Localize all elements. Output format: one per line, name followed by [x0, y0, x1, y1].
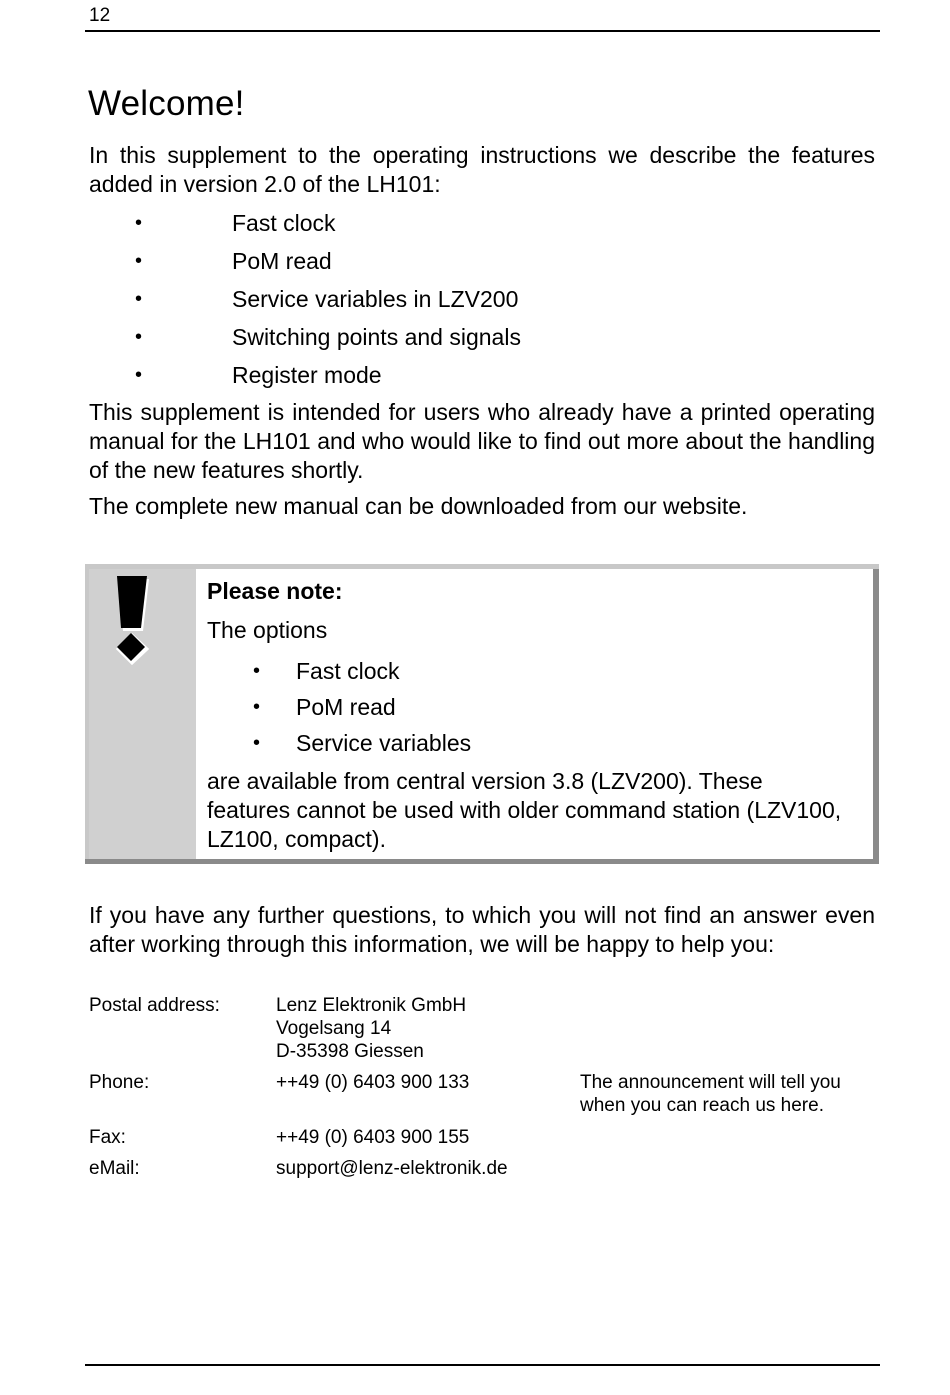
postal-line: Vogelsang 14: [276, 1018, 392, 1039]
phone-label: Phone:: [89, 1072, 150, 1093]
note-heading: Please note:: [207, 578, 343, 604]
bullet-icon: •: [253, 732, 261, 754]
header-rule: [85, 30, 880, 32]
postal-line: D-35398 Giessen: [276, 1041, 424, 1062]
note-body: are available from central version 3.8 (LZV200). These features cannot be used with older command station (LZV100, LZ100, compact).: [207, 768, 842, 852]
download-paragraph: The complete new manual can be downloaded from our website.: [89, 493, 748, 519]
intro-paragraph: In this supplement to the operating instructions we describe the features added in version 2.0 of the LH101:: [89, 142, 875, 197]
bullet-icon: •: [253, 696, 261, 718]
phone-note: The announcement will tell you when you can reach us here.: [580, 1072, 841, 1116]
bullet-icon: •: [135, 250, 143, 272]
bullet-icon: •: [135, 212, 143, 234]
note-intro: The options: [207, 617, 328, 643]
footer-rule: [85, 1364, 880, 1366]
supplement-paragraph: This supplement is intended for users who already have a printed operating manual for the LH101 and who would like to find out more about the handling of the new features shortly.: [89, 399, 875, 483]
page-number: 12: [89, 5, 111, 26]
bullet-icon: •: [135, 364, 143, 386]
email-label: eMail:: [89, 1158, 140, 1179]
note-shadow-right: [873, 569, 879, 864]
exclamation-icon: [115, 575, 155, 667]
phone-value: ++49 (0) 6403 900 133: [276, 1072, 470, 1093]
fax-value: ++49 (0) 6403 900 155: [276, 1127, 470, 1148]
bullet-icon: •: [253, 660, 261, 682]
questions-paragraph: If you have any further questions, to which you will not find an answer even after working through this information, we will be happy to help you:: [89, 902, 875, 957]
email-value: support@lenz-elektronik.de: [276, 1158, 508, 1179]
postal-label: Postal address:: [89, 995, 220, 1016]
fax-label: Fax:: [89, 1127, 126, 1148]
note-shadow-bottom: [85, 859, 879, 864]
postal-line: Lenz Elektronik GmbH: [276, 995, 467, 1016]
bullet-icon: •: [135, 326, 143, 348]
page-title: Welcome!: [88, 84, 245, 123]
bullet-icon: •: [135, 288, 143, 310]
